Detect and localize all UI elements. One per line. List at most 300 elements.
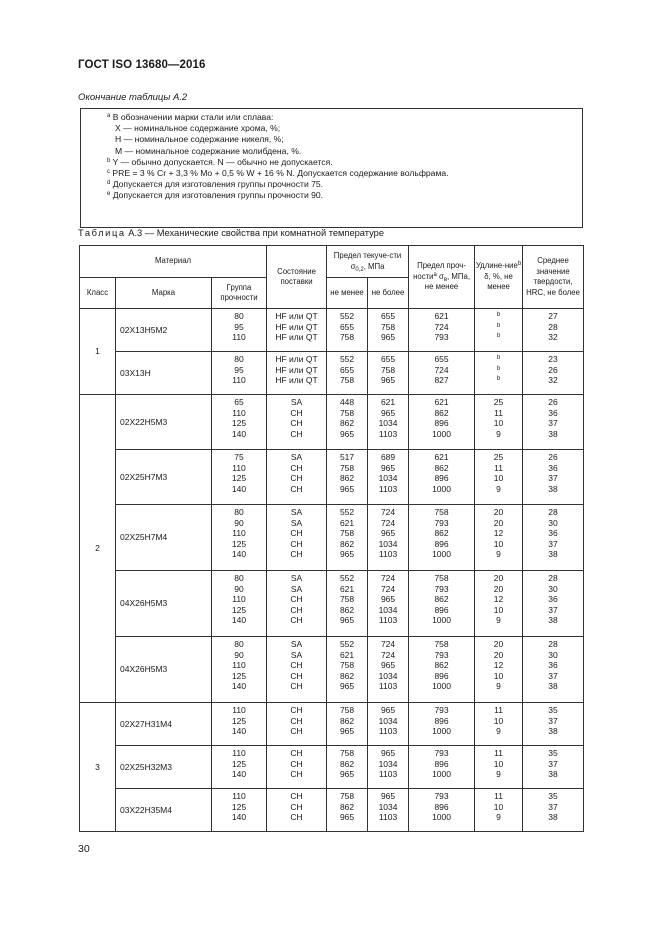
strength-group-cell-value: 90 [234,649,244,660]
tensile-cell-value: 862 [434,594,449,605]
strength-group-cell-value: 80 [234,507,244,517]
yield-min-cell-value: 552 [339,507,355,517]
notes-caption: Окончание таблицы А.2 [78,92,188,103]
note-line [107,112,582,123]
hardness-cell [523,395,584,450]
tensile-cell-value: 862 [434,462,449,473]
condition-cell-value: SA [290,452,303,462]
strength-group-cell-value: 125 [231,538,247,549]
condition-cell-value: SA [290,573,303,583]
footnote-mark: b [496,322,501,329]
hardness-cell-value: 32 [548,332,558,343]
table-row [80,571,584,637]
condition-cell-value: CH [290,705,303,715]
yield-max-cell-value: 724 [380,583,396,594]
table-row [80,637,584,703]
hardness-cell-value: 30 [548,649,558,660]
strength-group-cell-value: 95 [234,321,244,332]
strength-group-cell-value: 110 [232,660,246,671]
elongation-cell [475,703,523,746]
strength-group-cell-value: 110 [232,375,246,386]
hardness-cell [523,789,584,832]
hardness-cell-value: 30 [548,517,558,528]
table-row [80,450,584,505]
condition-cell-value: CH [290,801,303,812]
col-tensile-pre: Предел проч-ности [413,261,466,281]
yield-min-cell-value: 965 [339,549,355,560]
tensile-cell [409,637,475,703]
condition-cell-value: CH [290,681,303,692]
condition-cell-value: SA [290,649,303,660]
yield-max-cell-value: 1034 [378,715,398,726]
elongation-cell-value: 10 [493,538,504,549]
yield-min-cell-value: 862 [339,715,355,726]
tensile-cell-value: 793 [434,649,449,660]
condition-cell-value: HF или QT [275,375,318,386]
hardness-cell-value: 37 [548,715,558,726]
table-row [80,746,584,789]
hardness-cell-value: 28 [548,639,558,649]
elongation-cell [475,637,523,703]
note-line [107,190,582,201]
yield-max-cell [368,450,409,505]
yield-max-cell-value: 1103 [378,769,398,780]
table-title-label: Таблица [78,228,126,238]
yield-min-cell-value: 758 [339,375,355,386]
tensile-cell-value: 621 [434,311,449,321]
tensile-cell-value: 1000 [432,681,451,692]
yield-min-cell-value: 621 [339,583,355,594]
yield-max-cell-value: 965 [380,594,396,605]
yield-min-cell [327,571,368,637]
hardness-cell-value: 26 [548,397,558,407]
elongation-cell-value: 9 [496,681,501,692]
condition-cell-value: CH [290,538,303,549]
hardness-cell-value: 36 [548,660,558,671]
col-yield-max: не более [368,278,409,309]
yield-max-cell-value: 965 [380,528,396,539]
elongation-cell [475,395,523,450]
yield-max-cell-value: 965 [380,791,396,801]
hardness-cell-value: 37 [548,418,558,429]
strength-group-cell-value: 110 [232,528,246,539]
hardness-cell-value: 26 [548,364,558,375]
col-yield-pre: Предел текуче-сти σ [333,251,402,271]
hardness-cell-value: 37 [548,758,558,769]
col-yield-min: не менее [327,278,368,309]
grade-cell: 02X13H5M2 [116,309,212,352]
tensile-cell-value: 724 [434,364,449,375]
elongation-cell-value: 10 [493,715,504,726]
condition-cell [267,450,327,505]
yield-max-cell [368,637,409,703]
yield-min-cell-value: 758 [339,660,355,671]
elongation-cell-value: 20 [493,639,504,649]
strength-group-cell-value: 80 [234,311,244,321]
strength-group-cell-value: 125 [231,670,247,681]
note-text: Y — обычно допускается. N — обычно не допускается. [112,156,333,167]
condition-cell-value: HF или QT [275,364,318,375]
tensile-cell-value: 1000 [432,812,451,823]
yield-min-cell-value: 862 [339,538,355,549]
yield-max-cell [368,789,409,832]
tensile-cell-value: 793 [434,791,449,801]
condition-cell-value: CH [290,748,303,758]
yield-max-cell [368,352,409,395]
elongation-cell-value: 12 [493,660,504,671]
condition-cell-value: HF или QT [275,354,318,364]
elongation-cell-value: 11 [494,462,503,473]
elongation-cell-value: 12 [493,594,504,605]
tensile-cell-value: 896 [434,758,449,769]
tensile-cell-value: 1000 [432,483,451,494]
note-line [107,146,582,157]
hardness-cell [523,746,584,789]
condition-cell [267,395,327,450]
tensile-cell-value: 896 [434,604,449,615]
yield-min-cell-value: 862 [339,473,355,484]
condition-cell-value: CH [290,715,303,726]
elongation-cell [475,746,523,789]
col-elong-pre: Удлине-ние [475,261,518,271]
note-line [107,179,582,190]
condition-cell-value: SA [290,397,303,407]
grade-cell: 02X25H7M3 [116,450,212,505]
strength-group-cell-value: 140 [231,549,247,560]
hardness-cell-value: 37 [548,538,558,549]
condition-cell [267,571,327,637]
note-text: X — номинальное содержание хрома, %; [115,123,281,134]
tensile-cell [409,746,475,789]
elongation-cell [475,789,523,832]
tensile-cell-value: 758 [434,507,449,517]
yield-max-cell-value: 1034 [378,801,398,812]
col-material: Материал [80,246,267,278]
yield-max-cell-value: 758 [380,364,396,375]
note-text: H — номинальное содержание никеля, %; [115,134,284,145]
yield-max-cell-value: 655 [380,311,396,321]
strength-group-cell [212,789,267,832]
yield-max-cell-value: 724 [380,507,396,517]
grade-cell: 04X26H5M3 [116,637,212,703]
grade-cell: 03X13H [116,352,212,395]
yield-min-cell-value: 965 [339,769,355,780]
yield-max-cell-value: 1034 [378,418,398,429]
strength-group-cell-value: 110 [232,332,246,343]
table-title-text: — Механические свойства при комнатной температуре [144,228,385,238]
elongation-cell-value: 9 [496,726,501,737]
hardness-cell-value: 38 [548,681,558,692]
tensile-cell-value: 758 [434,639,449,649]
tensile-cell-value: 1000 [432,769,451,780]
tensile-cell-value: 1000 [432,428,451,439]
yield-max-cell-value: 621 [380,397,396,407]
strength-group-cell [212,352,267,395]
strength-group-cell-value: 65 [234,397,244,407]
yield-max-cell-value: 965 [380,375,396,386]
tensile-cell-value: 896 [434,418,449,429]
note-mark: b [107,157,111,164]
yield-max-cell-value: 1034 [378,758,398,769]
tensile-cell-value: 793 [434,517,449,528]
yield-max-cell [368,309,409,352]
yield-min-cell-value: 758 [339,594,355,605]
strength-group-cell [212,637,267,703]
grade-cell: 04X26H5M3 [116,571,212,637]
strength-group-cell-value: 90 [234,583,244,594]
col-tensile-sym: σ [436,271,444,281]
yield-max-cell-value: 689 [380,452,396,462]
hardness-cell-value: 35 [548,748,558,758]
tensile-cell-value: 793 [434,705,449,715]
elongation-cell-value: 11 [494,791,503,801]
elongation-cell-value [475,322,522,333]
yield-max-cell-value: 758 [380,321,396,332]
yield-max-cell-value: 965 [380,462,396,473]
grade-cell: 03X22H35M4 [116,789,212,832]
yield-max-cell [368,505,409,571]
elongation-cell-value: 20 [493,517,504,528]
col-elong-sup: b [517,261,522,268]
elongation-cell-value: 9 [496,483,501,494]
elongation-cell-value: 10 [493,801,504,812]
elongation-cell-value: 12 [493,528,504,539]
tensile-cell-value: 896 [434,715,449,726]
col-elongation [475,246,523,309]
yield-max-cell [368,395,409,450]
tensile-cell-value: 758 [434,573,449,583]
strength-group-cell [212,703,267,746]
tensile-cell-value: 1000 [432,726,451,737]
hardness-cell-value: 37 [548,801,558,812]
tensile-cell [409,450,475,505]
hardness-cell-value: 37 [548,604,558,615]
hardness-cell [523,309,584,352]
col-yield-post: , МПа [363,261,385,271]
hardness-cell-value: 37 [548,473,558,484]
condition-cell-value: CH [290,660,303,671]
condition-cell-value: SA [290,507,303,517]
strength-group-cell-value: 110 [232,407,246,418]
yield-min-cell-value: 621 [339,649,355,660]
condition-cell-value: CH [290,604,303,615]
yield-max-cell [368,746,409,789]
yield-min-cell-value: 552 [339,639,355,649]
table-row [80,703,584,746]
yield-max-cell-value: 1103 [378,615,398,626]
col-tensile-sup: a [433,271,437,278]
strength-group-cell-value: 140 [231,615,247,626]
elongation-cell-value [475,354,522,365]
yield-max-cell-value: 965 [380,407,396,418]
tensile-cell-value: 793 [434,583,449,594]
col-yield [327,246,409,278]
tensile-cell-value: 621 [434,452,449,462]
note-text: M — номинальное содержание молибдена, %. [115,145,302,156]
elongation-cell-value: 11 [494,407,503,418]
condition-cell-value: CH [290,726,303,737]
elongation-cell-value: 9 [496,615,501,626]
condition-cell-value: CH [290,791,303,801]
condition-cell-value: CH [290,428,303,439]
condition-cell [267,352,327,395]
yield-min-cell [327,505,368,571]
yield-min-cell [327,352,368,395]
hardness-cell-value: 30 [548,583,558,594]
strength-group-cell [212,395,267,450]
col-tensile-sub: в [443,276,448,283]
footnote-mark: b [496,365,501,372]
strength-group-cell-value: 125 [231,715,247,726]
yield-min-cell-value: 862 [339,604,355,615]
yield-max-cell-value: 1034 [378,604,398,615]
strength-group-cell-value: 140 [231,483,247,494]
strength-group-cell [212,450,267,505]
tensile-cell [409,352,475,395]
elongation-cell-value: 10 [493,418,504,429]
condition-cell-value: CH [290,615,303,626]
yield-min-cell-value: 448 [339,397,355,407]
yield-max-cell-value: 1034 [378,538,398,549]
footnote-mark: b [496,333,501,340]
footnote-mark: b [496,376,501,383]
elongation-cell-value: 9 [496,549,501,560]
yield-min-cell-value: 621 [339,517,355,528]
strength-group-cell-value: 125 [231,473,247,484]
yield-max-cell-value: 655 [380,354,396,364]
col-grade: Марка [116,278,212,309]
yield-min-cell-value: 862 [339,670,355,681]
tensile-cell-value: 896 [434,538,449,549]
strength-group-cell-value: 125 [231,604,247,615]
yield-min-cell-value: 965 [339,812,355,823]
hardness-cell-value: 36 [548,528,558,539]
note-line [107,123,582,134]
elongation-cell-value [475,311,522,322]
yield-max-cell-value: 965 [380,748,396,758]
hardness-cell [523,505,584,571]
hardness-cell-value: 23 [548,354,558,364]
grade-cell: 02X25H7M4 [116,505,212,571]
yield-max-cell-value: 724 [380,517,396,528]
strength-group-cell [212,505,267,571]
elongation-cell-value [475,332,522,343]
yield-min-cell-value: 965 [339,483,355,494]
tensile-cell [409,395,475,450]
strength-group-cell-value: 110 [232,594,246,605]
yield-max-cell-value: 1103 [378,549,398,560]
condition-cell-value: CH [290,812,303,823]
strength-group-cell-value: 110 [232,462,246,473]
elongation-cell-value: 25 [493,452,504,462]
col-tensile [409,246,475,309]
condition-cell-value: SA [290,517,303,528]
yield-min-cell-value: 552 [339,573,355,583]
condition-cell-value: SA [290,583,303,594]
yield-min-cell-value: 655 [339,321,355,332]
yield-min-cell-value: 517 [339,452,355,462]
elongation-cell-value: 20 [493,573,504,583]
elongation-cell [475,309,523,352]
strength-group-cell-value: 110 [232,791,246,801]
condition-cell [267,703,327,746]
tensile-cell [409,703,475,746]
condition-cell-value: HF или QT [275,321,318,332]
yield-min-cell [327,395,368,450]
yield-min-cell-value: 552 [339,354,355,364]
condition-cell-value: CH [290,670,303,681]
hardness-cell-value: 37 [548,670,558,681]
footnote-mark: b [496,312,501,318]
hardness-cell-value: 38 [548,615,558,626]
strength-group-cell-value: 110 [232,748,246,758]
condition-cell [267,789,327,832]
condition-cell-value: CH [290,418,303,429]
condition-cell-value: CH [290,528,303,539]
condition-cell-value: CH [290,407,303,418]
yield-min-cell-value: 965 [339,428,355,439]
yield-max-cell-value: 724 [380,649,396,660]
note-mark: e [107,191,111,198]
col-class: Класс [80,278,116,309]
strength-group-cell [212,309,267,352]
condition-cell-value: CH [290,549,303,560]
elongation-cell [475,505,523,571]
strength-group-cell-value: 80 [234,573,244,583]
condition-cell-value: SA [290,639,303,649]
tensile-cell-value: 1000 [432,615,451,626]
hardness-cell-value: 27 [548,311,558,321]
elongation-cell-value: 11 [494,748,503,758]
yield-min-cell-value: 655 [339,364,355,375]
tensile-cell-value: 621 [434,397,449,407]
elongation-cell-value: 10 [493,670,504,681]
table-row [80,309,584,352]
tensile-cell [409,505,475,571]
yield-min-cell [327,789,368,832]
condition-cell [267,746,327,789]
yield-max-cell-value: 724 [380,573,396,583]
condition-cell-value: CH [290,483,303,494]
elongation-cell-value: 10 [493,758,504,769]
hardness-cell-value: 28 [548,573,558,583]
yield-max-cell-value: 1103 [378,681,398,692]
yield-min-cell-value: 862 [339,758,355,769]
class-cell: 1 [80,309,116,395]
strength-group-cell-value: 140 [231,769,247,780]
yield-max-cell-value: 1103 [378,428,398,439]
strength-group-cell-value: 80 [234,639,244,649]
condition-cell [267,637,327,703]
elongation-cell-value [475,365,522,376]
elongation-cell-value: 11 [494,705,503,715]
table-row [80,395,584,450]
yield-min-cell [327,703,368,746]
col-elong-post: δ, %, не менее [484,271,513,292]
elongation-cell-value: 9 [496,769,501,780]
col-hardness: Среднее значение твердости, HRC, не более [523,246,584,309]
condition-cell-value: CH [290,769,303,780]
yield-min-cell-value: 965 [339,681,355,692]
col-group: Группа прочности [212,278,267,309]
note-mark: d [107,180,111,187]
strength-group-cell-value: 110 [232,705,246,715]
strength-group-cell-value: 125 [231,758,247,769]
yield-min-cell-value: 965 [339,726,355,737]
strength-group-cell-value: 90 [234,517,244,528]
yield-min-cell-value: 758 [339,705,355,715]
yield-min-cell-value: 758 [339,748,355,758]
